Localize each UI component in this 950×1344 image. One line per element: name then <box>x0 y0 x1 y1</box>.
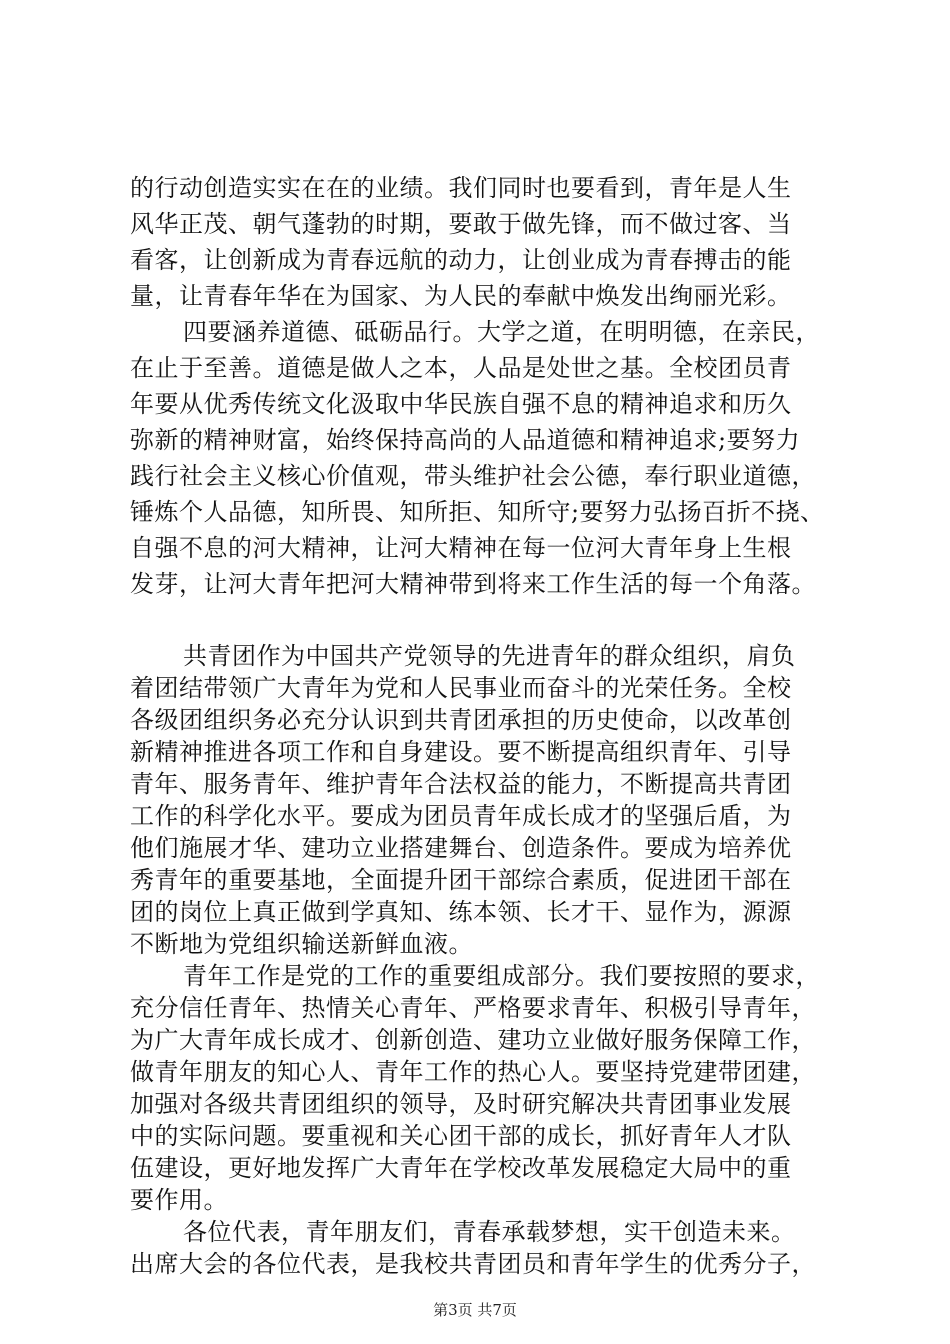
text-line: 在止于至善。道德是做人之本，人品是处世之基。全校团员青 <box>130 354 792 382</box>
text-line: 为广大青年成长成才、创新创造、建功立业做好服务保障工作， <box>130 1026 816 1054</box>
text-line: 做青年朋友的知心人、青年工作的热心人。要坚持党建带团建， <box>130 1058 816 1086</box>
text-line: 秀青年的重要基地，全面提升团干部综合素质，促进团干部在 <box>130 866 792 894</box>
text-line: 弥新的精神财富，始终保持高尚的人品道德和精神追求;要努力 <box>130 426 801 454</box>
text-line: 团的岗位上真正做到学真知、练本领、长才干、显作为，源源 <box>130 898 792 926</box>
text-line: 各级团组织务必充分认识到共青团承担的历史使命，以改革创 <box>130 706 792 734</box>
text-line: 着团结带领广大青年为党和人民事业而奋斗的光荣任务。全校 <box>130 674 792 702</box>
text-line: 出席大会的各位代表，是我校共青团员和青年学生的优秀分子， <box>130 1250 816 1278</box>
text-line: 发芽，让河大青年把河大精神带到将来工作生活的每一个角落。 <box>130 570 816 598</box>
text-line: 伍建设，更好地发挥广大青年在学校改革发展稳定大局中的重 <box>130 1154 792 1182</box>
text-line: 充分信任青年、热情关心青年、严格要求青年、积极引导青年， <box>130 994 816 1022</box>
text-line: 年要从优秀传统文化汲取中华民族自强不息的精神追求和历久 <box>130 390 792 418</box>
text-line: 风华正茂、朝气蓬勃的时期，要敢于做先锋，而不做过客、当 <box>130 210 792 238</box>
text-line: 自强不息的河大精神，让河大精神在每一位河大青年身上生根 <box>130 534 792 562</box>
text-line: 要作用。 <box>130 1186 228 1214</box>
text-line: 工作的科学化水平。要成为团员青年成长成才的坚强后盾，为 <box>130 802 792 830</box>
text-line: 的行动创造实实在在的业绩。我们同时也要看到，青年是人生 <box>130 174 792 202</box>
text-line: 四要涵养道德、砥砺品行。大学之道，在明明德，在亲民， <box>183 318 820 346</box>
text-line: 量，让青春年华在为国家、为人民的奉献中焕发出绚丽光彩。 <box>130 282 792 310</box>
text-line: 不断地为党组织输送新鲜血液。 <box>130 930 473 958</box>
text-line: 各位代表，青年朋友们，青春承载梦想，实干创造未来。 <box>183 1218 796 1246</box>
text-line: 践行社会主义核心价值观，带头维护社会公德，奉行职业道德， <box>130 462 816 490</box>
text-line: 青年工作是党的工作的重要组成部分。我们要按照的要求， <box>183 962 820 990</box>
text-line: 加强对各级共青团组织的领导，及时研究解决共青团事业发展 <box>130 1090 792 1118</box>
text-line: 看客，让创新成为青春远航的动力，让创业成为青春搏击的能 <box>130 246 792 274</box>
text-line: 他们施展才华、建功立业搭建舞台、创造条件。要成为培养优 <box>130 834 792 862</box>
text-line: 中的实际问题。要重视和关心团干部的成长，抓好青年人才队 <box>130 1122 792 1150</box>
text-line: 新精神推进各项工作和自身建设。要不断提高组织青年、引导 <box>130 738 792 766</box>
text-line: 共青团作为中国共产党领导的先进青年的群众组织，肩负 <box>183 642 796 670</box>
text-line: 锤炼个人品德，知所畏、知所拒、知所守;要努力弘扬百折不挠、 <box>130 498 825 526</box>
page-number-footer: 第3页 共7页 <box>433 1301 517 1319</box>
text-line: 青年、服务青年、维护青年合法权益的能力，不断提高共青团 <box>130 770 792 798</box>
